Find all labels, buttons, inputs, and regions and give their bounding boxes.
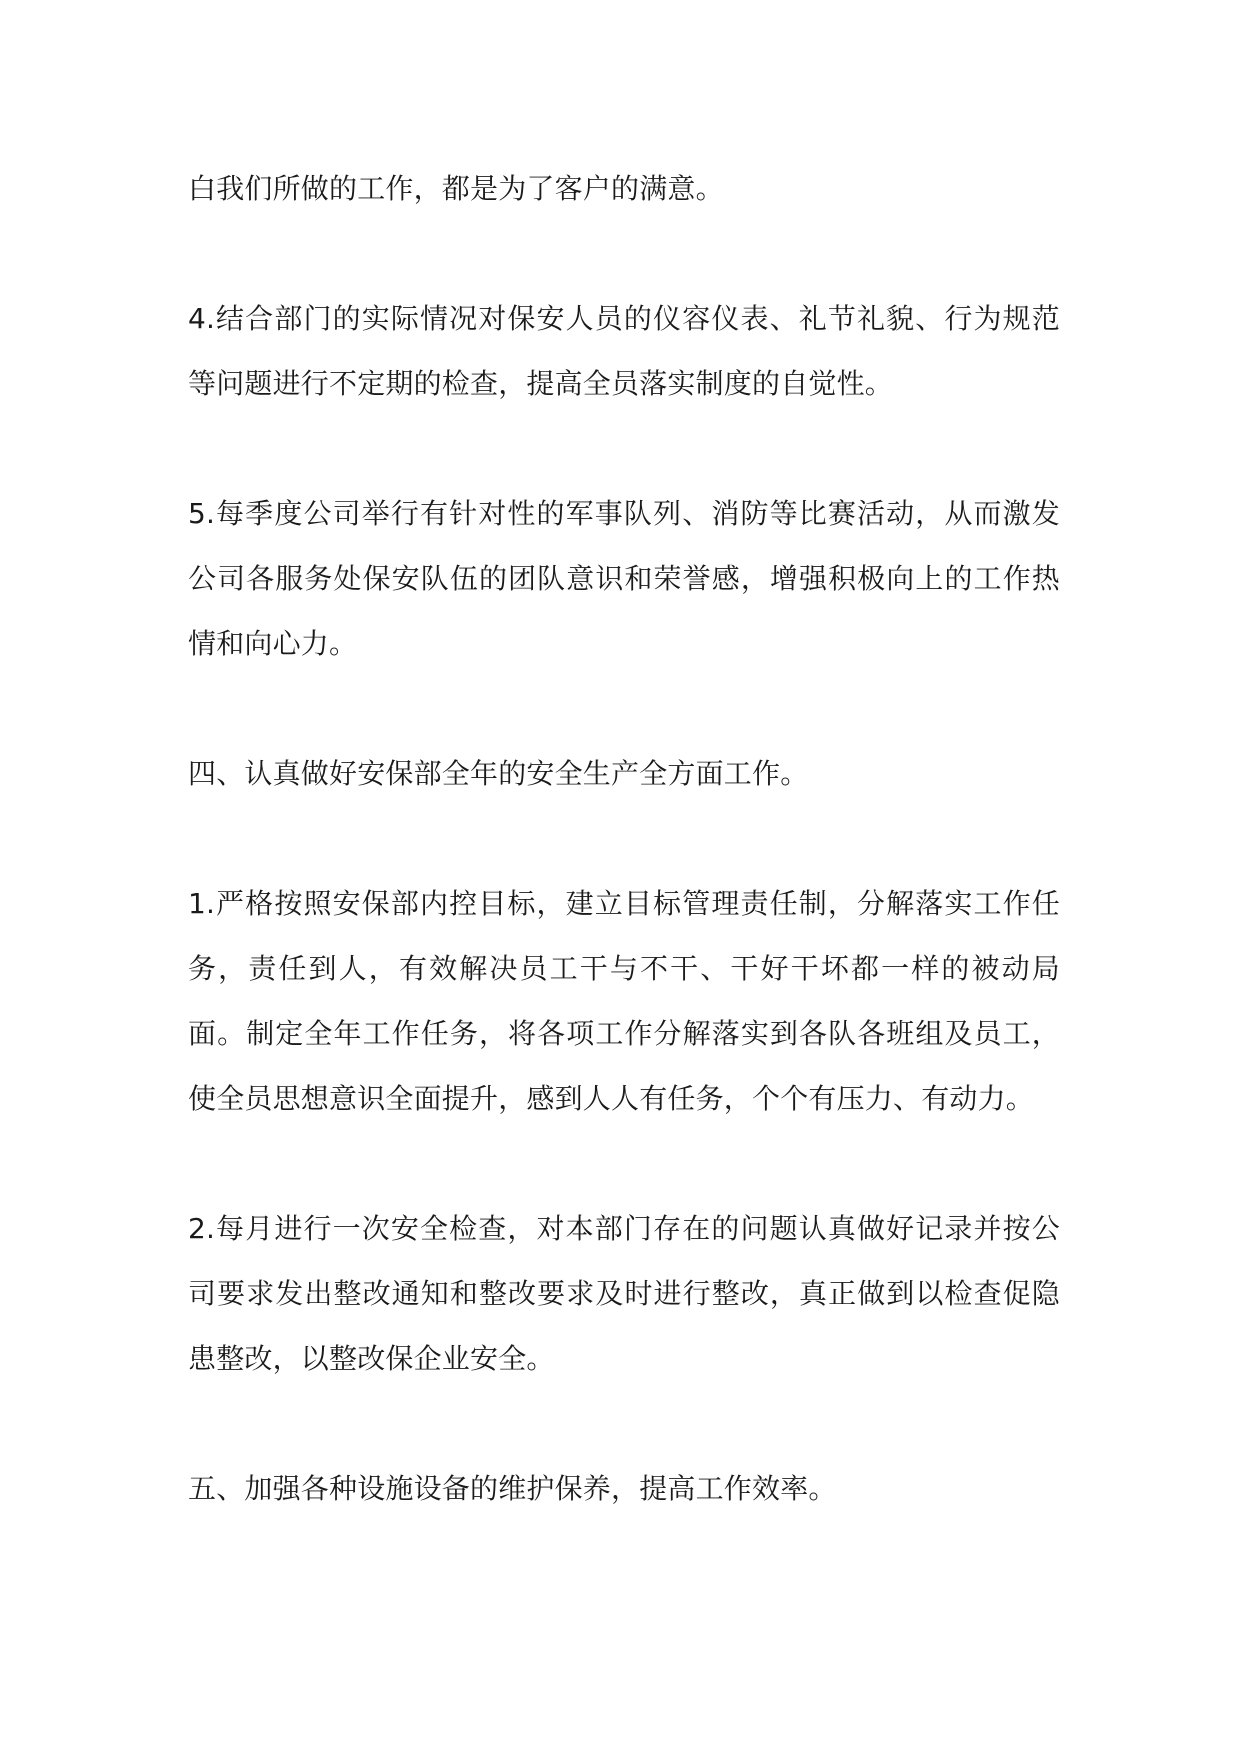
section-heading-4: 四、认真做好安保部全年的安全生产全方面工作。 (188, 757, 809, 790)
paragraph-continuation: 白我们所做的工作，都是为了客户的满意。 (188, 172, 724, 205)
paragraph-item-5: 5.每季度公司举行有针对性的军事队列、消防等比赛活动，从而激发公司各服务处保安队伍的团队意识和荣誉感，增强积极向上的工作热情和向心力。 (188, 497, 1060, 660)
paragraph-spacer (188, 416, 1060, 481)
document-body (188, 156, 1060, 1521)
paragraph-spacer (188, 1131, 1060, 1196)
paragraph-spacer (188, 1391, 1060, 1456)
paragraph-spacer (188, 806, 1060, 871)
paragraph-item-4: 4.结合部门的实际情况对保安人员的仪容仪表、礼节礼貌、行为规范等问题进行不定期的检查，提高全员落实制度的自觉性。 (188, 302, 1060, 400)
paragraph-spacer (188, 221, 1060, 286)
paragraph-item-1: 1.严格按照安保部内控目标，建立目标管理责任制，分解落实工作任务，责任到人，有效解决员工干与不干、干好干坏都一样的被动局面。制定全年工作任务，将各项工作分解落实到各队各班组及员工，使全员思想意识全面提升，感到人人有任务，个个有压力、有动力。 (188, 887, 1060, 1115)
paragraph-item-2: 2.每月进行一次安全检查，对本部门存在的问题认真做好记录并按公司要求发出整改通知和整改要求及时进行整改，真正做到以检查促隐患整改，以整改保企业安全。 (188, 1212, 1060, 1375)
paragraph-spacer (188, 676, 1060, 741)
section-heading-5: 五、加强各种设施设备的维护保养，提高工作效率。 (188, 1472, 837, 1505)
